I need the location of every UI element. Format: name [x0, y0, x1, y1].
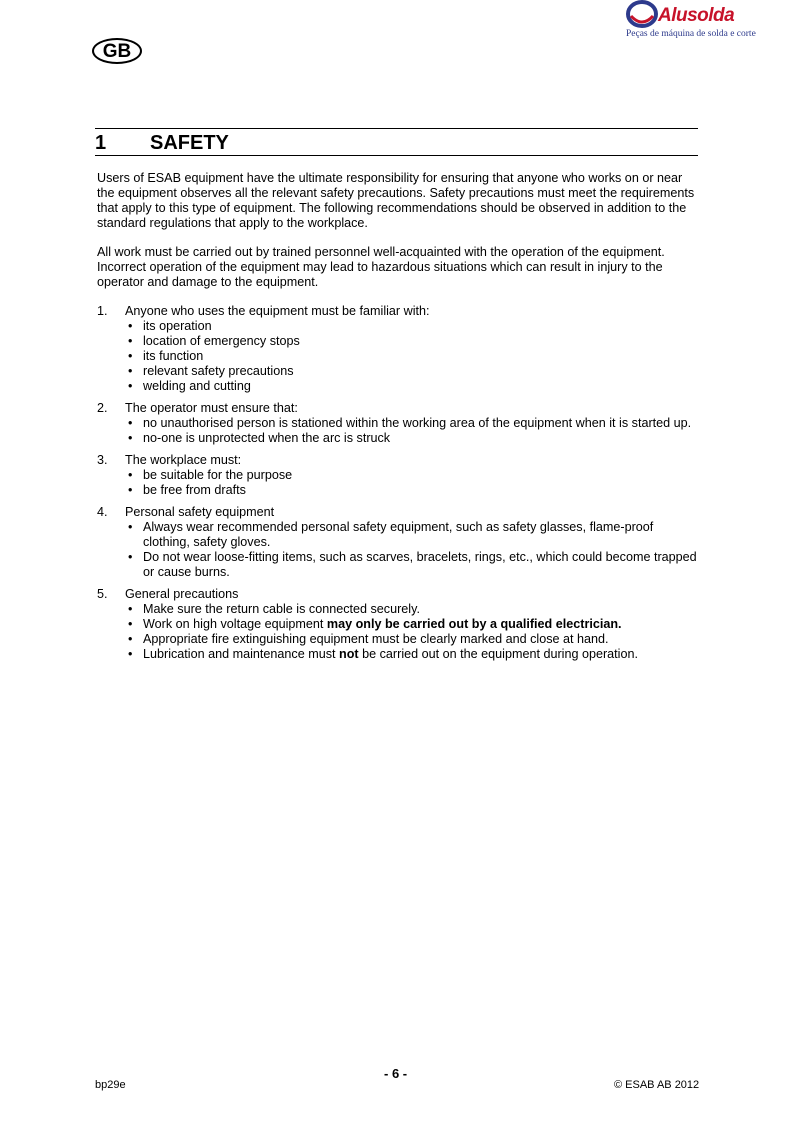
bullet: • Appropriate fire extinguishing equipment must be clearly marked and close at hand. — [125, 632, 697, 647]
list-item-4 — [97, 505, 697, 580]
item-title: The operator must ensure that: — [125, 401, 298, 415]
logo-brand: Alusolda — [658, 5, 735, 26]
document-body — [97, 171, 697, 669]
bullet-text: Work on high voltage equipment — [143, 617, 327, 631]
bullet: • relevant safety precautions — [125, 364, 697, 379]
language-badge: GB — [92, 38, 142, 64]
logo-mark-icon — [626, 0, 658, 28]
item-number: 4. — [97, 505, 108, 519]
bullet: • no unauthorised person is stationed within the working area of the equipment when it is started up. — [125, 416, 697, 431]
section-heading — [95, 131, 229, 155]
bullet-text: be carried out on the equipment during operation. — [358, 647, 638, 661]
item-title: General precautions — [125, 587, 239, 601]
list-item-1 — [97, 304, 697, 394]
bullet-text: Lubrication and maintenance must — [143, 647, 340, 661]
item-number: 1. — [97, 304, 108, 318]
heading-rule-top — [95, 128, 698, 129]
section-number: 1 — [95, 132, 107, 154]
bullet: • be suitable for the purpose — [125, 468, 697, 483]
bullet: • Do not wear loose-fitting items, such as scarves, bracelets, rings, etc., which could become trapped or cause burns. — [125, 550, 697, 580]
bullet — [125, 647, 697, 662]
list-item-2 — [97, 401, 697, 446]
item-number: 3. — [97, 453, 108, 467]
bullet: • location of emergency stops — [125, 334, 697, 349]
list-item-3 — [97, 453, 697, 498]
company-logo — [620, 0, 756, 44]
page-number: - 6 - — [384, 1066, 408, 1081]
copyright: © ESAB AB 2012 — [614, 1079, 700, 1091]
section-title: SAFETY — [150, 132, 229, 154]
bullet: • Always wear recommended personal safety equipment, such as safety glasses, flame-proof clothing, safety gloves. — [125, 520, 697, 550]
bullet — [125, 617, 697, 632]
intro-paragraph-1: Users of ESAB equipment have the ultimate responsibility for ensuring that anyone who works on or near the equipment observes all the relevant safety precautions. Safety precautions must meet the requirements that apply to this type of equipment. The following recommendations should be observed in addition to the standard regulations that apply to the workplace. — [97, 171, 695, 230]
item-title: The workplace must: — [125, 453, 242, 467]
bullet-emphasis: may only be carried out by a qualified electrician. — [326, 617, 622, 631]
item-number: 5. — [97, 587, 108, 601]
list-item-5 — [97, 587, 697, 662]
bullet: • Make sure the return cable is connected securely. — [125, 602, 697, 617]
bullet: • its function — [125, 349, 697, 364]
bullet: • no-one is unprotected when the arc is struck — [125, 431, 697, 446]
item-title: Anyone who uses the equipment must be familiar with: — [125, 304, 430, 318]
bullet: • its operation — [125, 319, 697, 334]
bullet-emphasis: not — [339, 647, 359, 661]
document-code: bp29e — [95, 1079, 126, 1091]
bullet: • welding and cutting — [125, 379, 697, 394]
logo-tagline: Peças de máquina de solda e corte — [626, 29, 756, 39]
item-title: Personal safety equipment — [125, 505, 275, 519]
heading-rule-bottom — [95, 155, 698, 156]
intro-paragraph-2: All work must be carried out by trained personnel well-acquainted with the operation of the equipment. Incorrect operation of the equipment may lead to hazardous situations which can result in injury to the operator and damage to the equipment. — [97, 245, 665, 289]
item-number: 2. — [97, 401, 108, 415]
bullet: • be free from drafts — [125, 483, 697, 498]
